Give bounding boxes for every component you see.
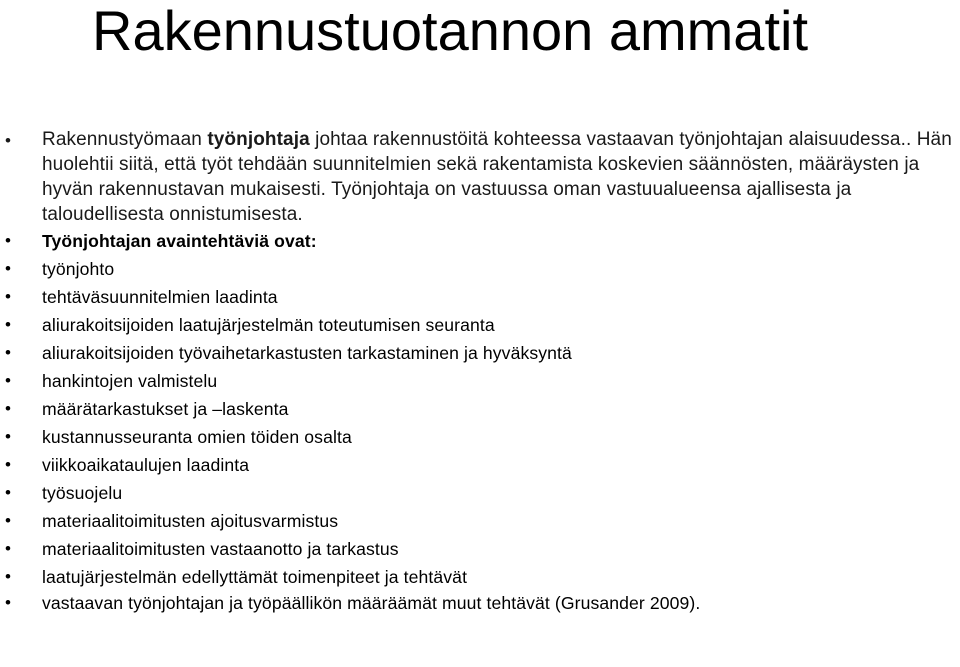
list-item bbox=[0, 339, 960, 367]
bullet-icon: • bbox=[5, 427, 12, 446]
intro-rest: johtaa rakennustöitä kohteessa vastaavan työnjohtajan alaisuudessa.. Hän huolehtii siitä, että työt tehdään suunnitelmien sekä rakentamista koskevien säännösten, määräysten ja hyvän rakennustavan mukaisesti. Työnjohtaja on vastuussa oman vastuualueensa ajallisesta ja taloudellisesta onnistumisesta. bbox=[42, 129, 952, 225]
task-text: aliurakoitsijoiden työvaihetarkastusten tarkastaminen ja hyväksyntä bbox=[42, 343, 572, 363]
bullet-icon: • bbox=[5, 455, 12, 474]
bullet-icon: • bbox=[5, 539, 12, 558]
list-item bbox=[0, 395, 960, 423]
bullet-icon: • bbox=[5, 343, 12, 362]
bullet-icon: • bbox=[5, 483, 12, 502]
intro-bold-word: työnjohtaja bbox=[207, 129, 310, 150]
task-text: aliurakoitsijoiden laatujärjestelmän toteutumisen seuranta bbox=[42, 315, 495, 335]
tasks-heading: Työnjohtajan avaintehtäviä ovat: bbox=[42, 231, 317, 251]
list-item bbox=[0, 311, 960, 339]
task-text: tehtäväsuunnitelmien laadinta bbox=[42, 287, 278, 307]
intro-paragraph bbox=[0, 127, 960, 227]
task-text: kustannusseuranta omien töiden osalta bbox=[42, 427, 352, 447]
intro-prefix: Rakennustyömaan bbox=[42, 129, 208, 150]
bullet-icon: • bbox=[5, 287, 12, 306]
list-item bbox=[0, 451, 960, 479]
bullet-icon: • bbox=[5, 567, 12, 586]
bullet-icon: • bbox=[5, 259, 12, 278]
bullet-icon: • bbox=[5, 593, 12, 612]
list-item bbox=[0, 507, 960, 535]
task-text: työsuojelu bbox=[42, 483, 123, 503]
task-text: materiaalitoimitusten ajoitusvarmistus bbox=[42, 511, 339, 531]
list-item bbox=[0, 479, 960, 507]
task-text: materiaalitoimitusten vastaanotto ja tarkastus bbox=[42, 539, 399, 559]
bullet-icon: • bbox=[5, 371, 12, 390]
tasks-heading-item bbox=[0, 227, 960, 255]
task-text: vastaavan työnjohtajan ja työpäällikön määräämät muut tehtävät (Grusander 2009). bbox=[42, 593, 701, 613]
list-item bbox=[0, 367, 960, 395]
slide-title: Rakennustuotannon ammatit bbox=[92, 0, 808, 62]
bullet-icon: • bbox=[5, 511, 12, 530]
task-text: viikkoaikataulujen laadinta bbox=[42, 455, 250, 475]
bullet-list bbox=[0, 127, 960, 615]
task-text: laatujärjestelmän edellyttämät toimenpiteet ja tehtävät bbox=[42, 567, 468, 587]
bullet-icon: • bbox=[5, 399, 12, 418]
list-item bbox=[0, 591, 960, 615]
list-item bbox=[0, 255, 960, 283]
task-text: hankintojen valmistelu bbox=[42, 371, 218, 391]
bullet-icon: • bbox=[5, 315, 12, 334]
bullet-icon: • bbox=[5, 231, 12, 250]
task-text: työnjohto bbox=[42, 259, 115, 279]
list-item bbox=[0, 283, 960, 311]
list-item bbox=[0, 423, 960, 451]
list-item bbox=[0, 535, 960, 563]
bullet-icon: • bbox=[5, 131, 12, 150]
list-item bbox=[0, 563, 960, 591]
task-text: määrätarkastukset ja –laskenta bbox=[42, 399, 289, 419]
